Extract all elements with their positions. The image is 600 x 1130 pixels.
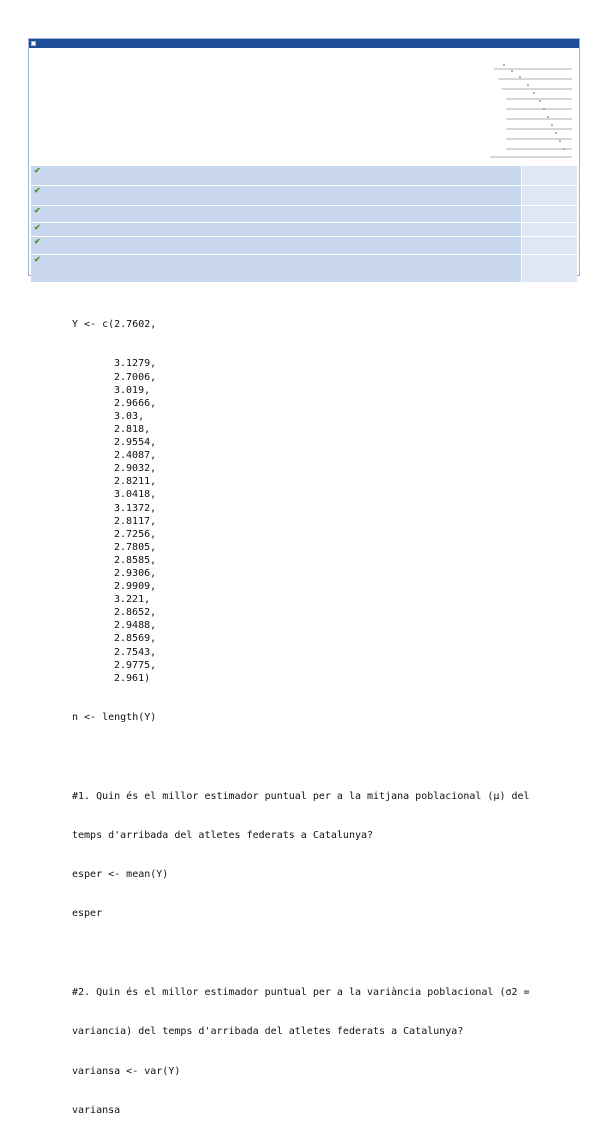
- value-line: 3.1279,: [114, 358, 157, 370]
- row-question: [45, 186, 521, 205]
- row-answer: [521, 186, 577, 205]
- question-rows: [31, 165, 577, 282]
- value-line: 2.818,: [114, 423, 151, 435]
- code-line: n <- length(Y): [72, 712, 157, 723]
- row-answer: [521, 206, 577, 222]
- check-icon: ✔: [34, 186, 41, 195]
- code-line: variansa <- var(Y): [72, 1065, 181, 1077]
- row-answer: [521, 255, 577, 282]
- check-icon: ✔: [34, 223, 41, 232]
- embedded-screenshot: [28, 38, 580, 276]
- question-row: [31, 222, 577, 236]
- value-line: 2.9554,: [114, 437, 157, 449]
- mini-chart: [484, 57, 576, 165]
- value-line: 2.9032,: [114, 463, 157, 475]
- question-row: [31, 165, 577, 185]
- value-line: 2.9909,: [114, 581, 157, 593]
- check-icon: ✔: [34, 237, 41, 246]
- value-line: 2.8211,: [114, 476, 157, 488]
- row-question: [45, 223, 521, 236]
- r-code-block: [72, 292, 530, 1130]
- panel-intro: [35, 57, 485, 60]
- value-line: 3.1372,: [114, 502, 157, 514]
- value-line: 2.9488,: [114, 620, 157, 632]
- check-icon: ✔: [34, 166, 41, 175]
- value-line: 3.0418,: [114, 489, 157, 501]
- code-line: esper: [72, 908, 103, 920]
- value-line: 2.8585,: [114, 554, 157, 566]
- code-line: variansa: [72, 1104, 121, 1116]
- value-line: 2.4087,: [114, 450, 157, 462]
- value-line: 3.019,: [114, 384, 151, 396]
- code-line: Y <- c(2.7602,: [72, 319, 157, 331]
- question-row: [31, 185, 577, 205]
- value-line: 2.961): [114, 672, 151, 684]
- check-icon: ✔: [34, 206, 41, 215]
- value-line: 2.7805,: [114, 541, 157, 553]
- values-list: [72, 357, 530, 684]
- value-line: 2.9775,: [114, 659, 157, 671]
- value-line: 3.221,: [114, 594, 151, 606]
- comment-line: temps d'arribada del atletes federats a Catalunya?: [72, 829, 374, 841]
- comment-line: variancia) del temps d'arribada del atletes federats a Catalunya?: [72, 1026, 464, 1038]
- value-line: 2.8117,: [114, 515, 157, 527]
- value-line: 2.7006,: [114, 371, 157, 383]
- value-line: 2.8569,: [114, 633, 157, 645]
- code-line: esper <- mean(Y): [72, 869, 169, 881]
- value-line: 2.9306,: [114, 567, 157, 579]
- row-question: [45, 237, 521, 254]
- row-question: [45, 166, 521, 185]
- row-answer: [521, 166, 577, 185]
- value-line: 2.8652,: [114, 607, 157, 619]
- comment-line: #2. Quin és el millor estimador puntual per a la variància poblacional (σ2 =: [72, 986, 530, 998]
- row-question: [45, 255, 521, 282]
- window-icon: [31, 41, 36, 46]
- question-row: [31, 254, 577, 282]
- comment-line: #1. Quin és el millor estimador puntual per a la mitjana poblacional (μ) del: [72, 790, 530, 802]
- row-answer: [521, 223, 577, 236]
- question-row: [31, 205, 577, 222]
- value-line: 3.03,: [114, 410, 145, 422]
- row-answer: [521, 237, 577, 254]
- question-row: [31, 236, 577, 254]
- value-line: 2.7543,: [114, 646, 157, 658]
- panel-title-bar: [29, 39, 579, 48]
- value-line: 2.9666,: [114, 397, 157, 409]
- check-icon: ✔: [34, 255, 41, 264]
- value-line: 2.7256,: [114, 528, 157, 540]
- row-question: [45, 206, 521, 222]
